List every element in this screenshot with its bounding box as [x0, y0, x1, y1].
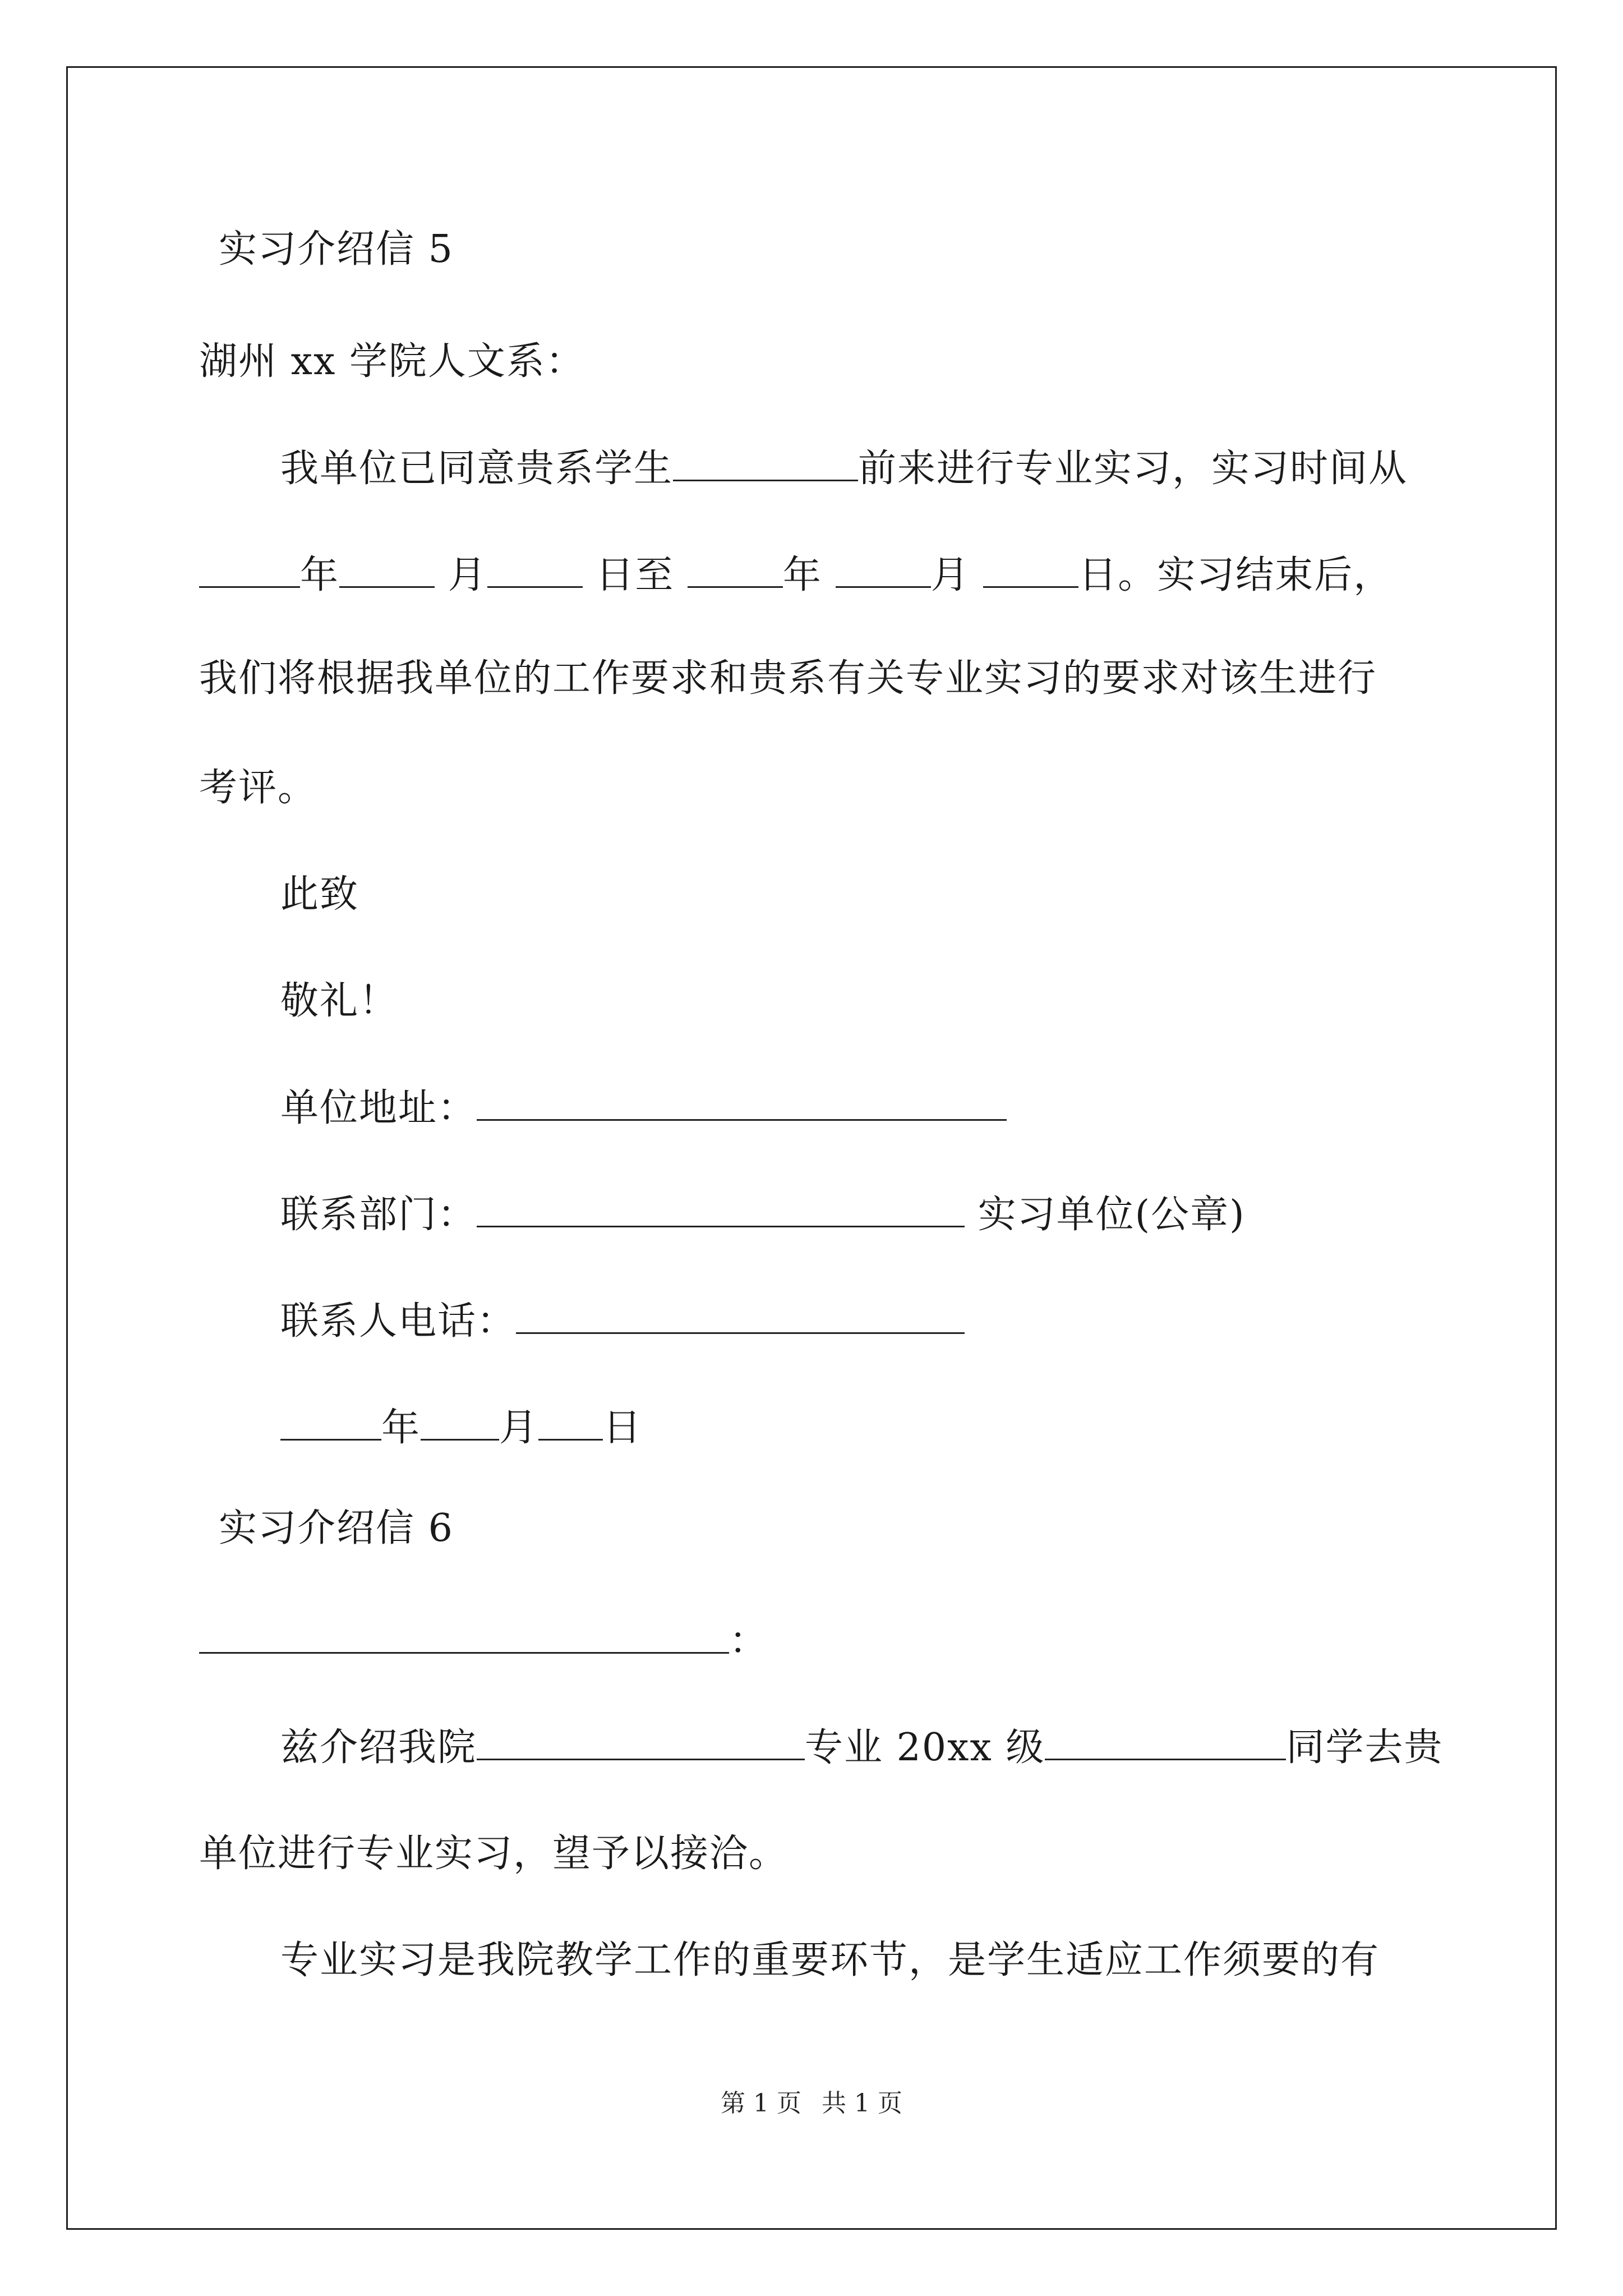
text-segment: 日。实习结束后， — [1078, 553, 1393, 597]
text-segment: 兹介绍我院 — [280, 1726, 477, 1770]
letter5-paragraph-line4: 考评。 — [199, 766, 317, 810]
recipient-blank — [199, 1618, 729, 1654]
page-footer — [0, 2090, 1623, 2118]
letter5-closing-1: 此致 — [280, 872, 359, 917]
letter5-salutation: 湖州 xx 学院人文系： — [199, 339, 585, 384]
letter5-phone-line — [280, 1299, 965, 1344]
dept-label: 联系部门： — [280, 1193, 477, 1237]
major-blank — [477, 1725, 805, 1760]
letter5-paragraph-line3: 我们将根据我单位的工作要求和贵系有关专业实习的要求对该生进行 — [199, 656, 1377, 701]
letter5-title: 实习介绍信 5 — [219, 227, 454, 272]
text-segment: 月 — [499, 1406, 539, 1450]
page-current: 第 1 页 — [721, 2089, 801, 2118]
year-blank — [280, 1405, 381, 1441]
year-blank — [199, 553, 300, 588]
day-blank — [487, 553, 583, 588]
text-segment: ： — [729, 1619, 769, 1663]
text-segment: 前来进行专业实习，实习时间从 — [858, 447, 1408, 491]
address-blank — [477, 1085, 1007, 1121]
text-segment: 年 — [300, 553, 340, 597]
month-blank — [421, 1405, 499, 1441]
letter5-closing-2: 敬礼！ — [280, 979, 399, 1023]
text-segment: 月 — [448, 553, 487, 597]
student-name-blank — [1045, 1725, 1286, 1760]
text-segment: 月 — [930, 553, 970, 597]
day-blank — [983, 553, 1078, 588]
month-blank — [836, 553, 931, 588]
letter5-date-line — [199, 553, 1393, 598]
letter6-paragraph2: 专业实习是我院教学工作的重要环节，是学生适应工作须要的有 — [280, 1938, 1380, 1982]
text-segment: 年 — [782, 553, 822, 597]
text-segment: 日至 — [596, 553, 675, 597]
dept-blank — [477, 1192, 965, 1227]
letter5-dept-line — [280, 1192, 1246, 1237]
text-segment: 我单位已同意贵系学生 — [280, 447, 674, 491]
letter6-title: 实习介绍信 6 — [219, 1506, 454, 1550]
day-blank — [538, 1405, 603, 1441]
phone-blank — [516, 1299, 965, 1334]
text-segment: 日 — [603, 1406, 643, 1450]
page-total: 共 1 页 — [822, 2089, 902, 2118]
phone-label: 联系人电话： — [280, 1299, 517, 1343]
letter5-address-line — [280, 1085, 1007, 1131]
year-blank — [688, 553, 783, 588]
seal-label: 实习单位(公章) — [978, 1193, 1246, 1237]
page-border — [66, 66, 1557, 2230]
letter6-paragraph-line1 — [280, 1725, 1444, 1770]
letter5-paragraph-line1 — [280, 446, 1408, 491]
address-label: 单位地址： — [280, 1086, 477, 1130]
letter6-salutation — [199, 1618, 768, 1664]
text-segment: 专业 20xx 级 — [805, 1726, 1045, 1770]
student-name-blank — [673, 446, 858, 481]
letter6-paragraph-line2: 单位进行专业实习，望予以接洽。 — [199, 1832, 789, 1876]
letter5-sign-date — [280, 1405, 642, 1451]
text-segment: 同学去贵 — [1286, 1726, 1444, 1770]
text-segment: 年 — [381, 1406, 421, 1450]
month-blank — [339, 553, 435, 588]
